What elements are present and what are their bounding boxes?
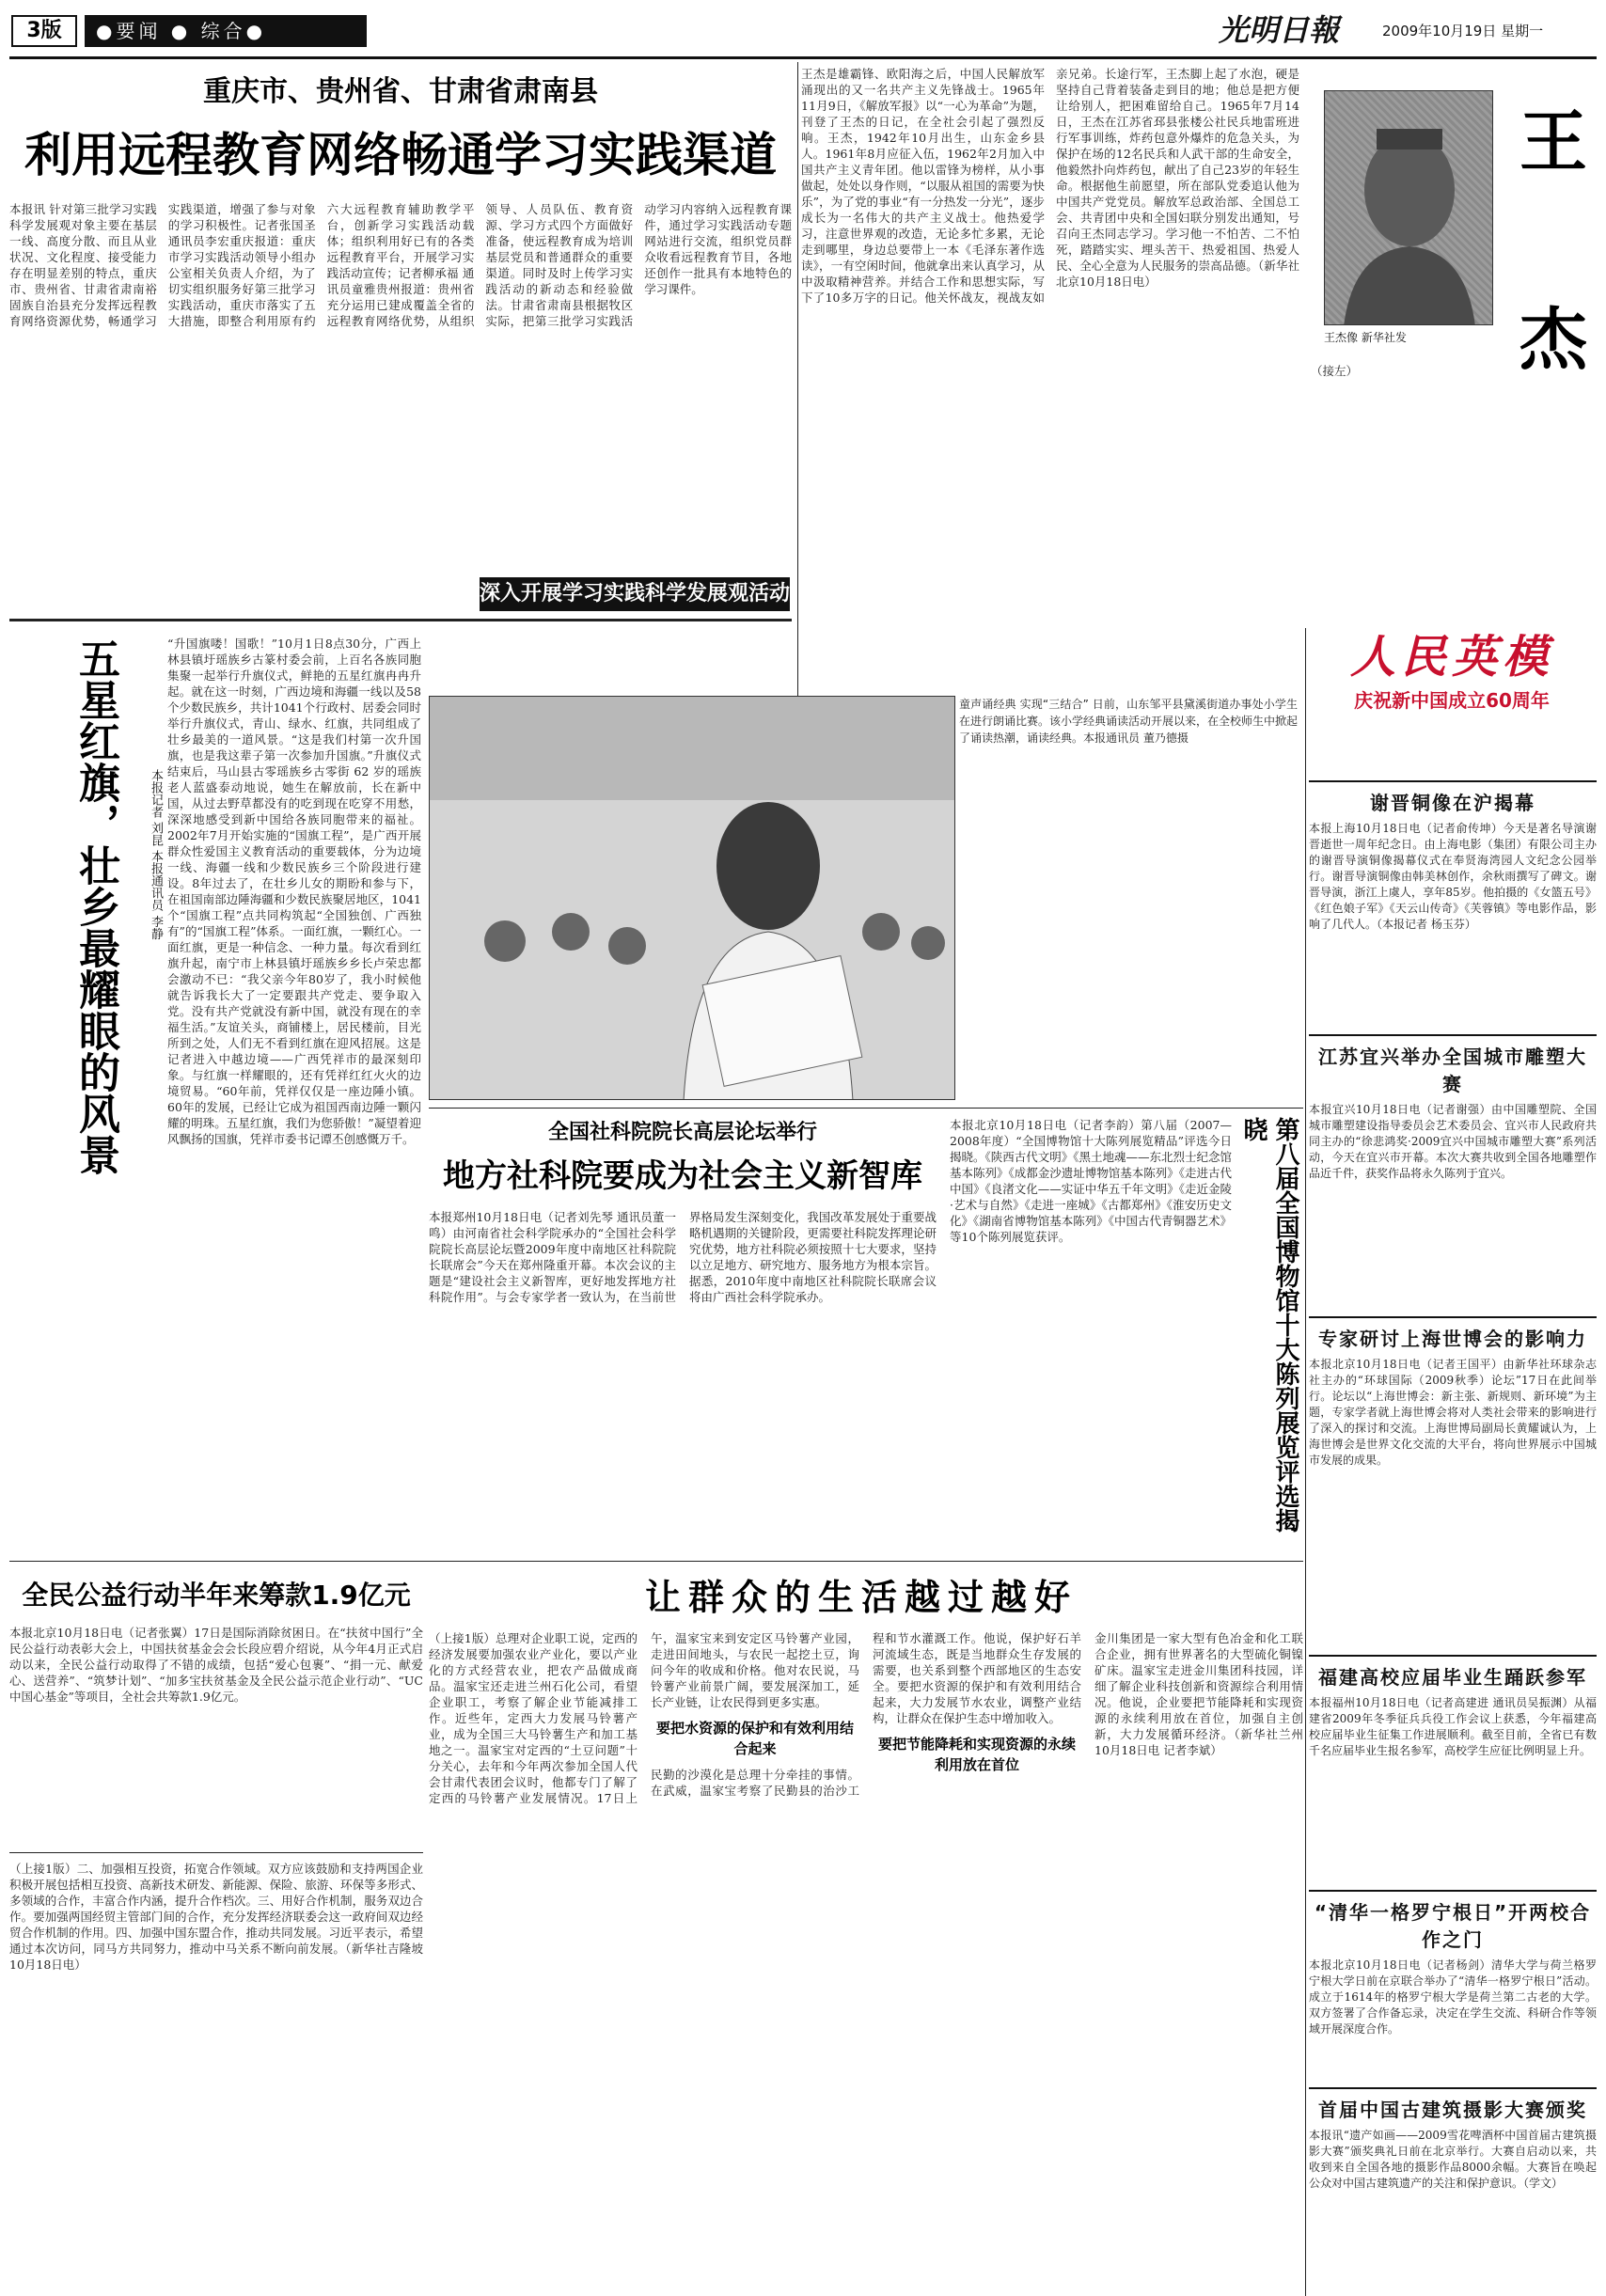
heroes-banner xyxy=(1307,628,1597,718)
photo-caption: 童声诵经典 实现“三结合” 日前，山东邹平县黛溪街道办事处小学生在进行朗诵比赛。该小学经典诵读活动开展以来，在全校师生中掀起了诵读热潮，诵读经典。本报通讯员 董乃德摄 xyxy=(959,698,1298,745)
think-tank-story xyxy=(429,1111,937,1553)
page-header xyxy=(0,0,1606,56)
charity-story xyxy=(9,1565,423,1847)
brief-body: 本报北京10月18日电（记者杨剑）清华大学与荷兰格罗宁根大学日前在京联合举办了“清华一格罗宁根日”活动。成立于1614年的格罗宁根大学是荷兰第二古老的大学。双方签署了合作备忘录，决定在学生交流、科研合作等领域开展深度合作。 xyxy=(1309,1958,1597,2036)
wang-jie-continued: （接左） xyxy=(1311,364,1359,378)
brief-title: 福建高校应届毕业生踊跃参军 xyxy=(1309,1655,1597,1690)
jump-story xyxy=(9,1852,423,2285)
expo-brief xyxy=(1309,1316,1597,1645)
brief-body: 本报福州10月18日电（记者高建进 通讯员吴振渊）从福建省2009年冬季征兵兵役工作会议上获悉，今年福建高校应届毕业生征集工作进展顺利。截至目前，全省已有数千名应届毕业生报名参军，高校学生应征比例明显上升。 xyxy=(1309,1696,1597,1757)
wang-jie-story xyxy=(801,62,1597,636)
livelihood-paragraph: 民勤的沙漠化是总理十分牵挂的事情。在武威，温家宝考察了民勤县的治沙工程和节水灌溉工作。他说，保护好石羊河流域生态，既是当地群众生存发展的需要，也关系到整个西部地区的生态安全。要把水资源的保护和有效利用结合起来，大力发展节水农业，调整产业结构，让群众在保护生态中增加收入。 xyxy=(651,1631,1081,1798)
portrait-silhouette-icon xyxy=(1325,91,1493,325)
hero-name-2: 杰 xyxy=(1519,300,1587,379)
livelihood-story xyxy=(429,1565,1303,2288)
charity-body: 本报北京10月18日电（记者张翼）17日是国际消除贫困日。在“扶贫中国行”全民公益行动表彰大会上，中国扶贫基金会会长段应碧介绍说，从今年4月正式启动以来，全民公益行动取得了不错的成绩，包括“爱心包裹”、“捐一元、献爱心、送营养”、“筑梦计划”、“加多宝扶贫基金及全民公益示范企业行动”、“UC中国心基金”等项目，全社会共筹款1.9亿元。 xyxy=(9,1626,423,1704)
divider xyxy=(9,1561,1303,1562)
brief-title: 谢晋铜像在沪揭幕 xyxy=(1309,780,1597,815)
think-tank-kicker: 全国社科院院长高层论坛举行 xyxy=(547,1121,817,1144)
brief-body: 本报上海10月18日电（记者俞传坤）今天是著名导演谢晋逝世一周年纪念日。由上海电影（集团）有限公司主办的谢晋导演铜像揭幕仪式在奉贤海湾园人文纪念公园举行。谢晋导演铜像由韩美林创作，余秋雨撰写了碑文。谢晋导演，浙江上虞人，享年85岁。他拍摄的《女篮五号》《红色娘子军》《天云山传奇》《芙蓉镇》等电影作品，影响了几代人。（本报记者 杨玉芬） xyxy=(1309,822,1597,931)
recitation-photo xyxy=(429,696,955,1100)
museum-story xyxy=(950,1111,1303,1553)
wang-jie-body: 王杰是雄霸锋、欧阳海之后，中国人民解放军涌现出的又一名共产主义先锋战士。1965年11月9日，《解放军报》以“一心为革命”为题，刊登了王杰的日记，在全社会引起了强烈反响。王杰，1942年10月出生，山东金乡县人。1961年8月应征入伍，1962年2月加入中国共产主义青年团。他以雷锋为榜样，从小事做起，处处以身作则，“以服从祖国的需要为快乐”，为了党的事业“有一分热发一分光”，逐步成长为一名伟大的共产主义战士。他热爱学习，注意世界观的改造，无论多忙多累，无论走到哪里，身边总要带上一本《毛泽东著作选读》，一有空闲时间，他就拿出来认真学习，从中汲取精神营养。并结合工作和思想实际，写下了10多万字的日记。他关怀战友，视战友如亲兄弟。长途行军，王杰脚上起了水泡，硬是坚持自己背着装备走到目的地；他总是把方便让给别人，把困难留给自己。1965年7月14日，王杰在江苏省邳县张楼公社民兵地雷班进行军事训练，炸药包意外爆炸的危急关头，为保护在场的12名民兵和人武干部的生命安全，他毅然扑向炸药包，献出了自己23岁的年轻生命。根据他生前愿望，所在部队党委追认他为中国共产党党员。解放军总政治部、全国总工会、共青团中央和全国妇联分别发出通知，号召向王杰同志学习。学习他一不怕苦、二不怕死，踏踏实实、埋头苦干、热爱祖国、热爱人民、全心全意为人民服务的崇高品德。（新华社北京10月18日电） xyxy=(801,67,1299,305)
masthead-logo: 光明日報 xyxy=(1219,12,1340,48)
photo-contest-brief xyxy=(1309,2087,1597,2290)
livelihood-paragraph: 金川集团是一家大型有色冶金和化工联合企业，拥有世界著名的大型硫化铜镍矿床。温家宝走进金川集团科技园，详细了解企业科技创新和资源综合利用情况。他说，企业要把节能降耗和实现资源的永续利用放在首位，加强自主创新，大力发展循环经济。（新华社兰州10月18日电 记者李斌） xyxy=(1094,1631,1303,1757)
five-star-body-lower xyxy=(9,1175,423,1514)
brief-body: 本报宜兴10月18日电（记者谢强）由中国雕塑院、全国城市雕塑建设指导委员会艺术委员会、宜兴市人民政府共同主办的“徐悲鸿奖·2009宜兴中国城市雕塑大赛”系列活动，今天在宜兴市开幕。本次大赛共收到全国各地雕塑作品近千件，获奖作品将永久陈列于宜兴。 xyxy=(1309,1103,1597,1180)
wang-jie-body-cont xyxy=(1311,363,1593,636)
five-star-headline: 五星红旗，壮乡最耀眼的风景 xyxy=(71,637,119,1175)
heroes-title: 人民英模 xyxy=(1349,631,1553,684)
tsinghua-brief xyxy=(1309,1890,1597,2087)
charity-headline: 全民公益行动半年来筹款1.9亿元 xyxy=(22,1580,411,1611)
brief-body: 本报北京10月18日电（记者王国平）由新华社环球杂志社主办的“环球国际（2009秋季）论坛”17日在此间举行。论坛以“上海世博会：新主张、新规则、新环境”为主题，专家学者就上海世博会将对人类社会带来的影响进行了深入的探讨和交流。上海世博局副局长黄耀诚认为，上海世博会是世界文化交流的大平台，将向世界展示中国城市发展的成果。 xyxy=(1309,1358,1597,1467)
story-headline: 利用远程教育网络畅通学习实践渠道 xyxy=(24,127,777,182)
remote-education-story xyxy=(9,64,792,613)
five-star-byline: 本报记者 刘昆 本报通讯员 李静 xyxy=(149,769,163,940)
five-star-body: “升国旗喽！国歌！”10月1日8点30分，广西上林县镇圩瑶族乡古篆村委会前，上百名各族同胞集聚一起举行升旗仪式，鲜艳的五星红旗冉冉升起。就在这一时刻，广西边境和海疆一线以及58个少数民族乡，共计1041个行政村、居委会同时举行升旗仪式，青山、绿水、红旗，共同组成了壮乡最美的一道风景。“这是我们村第一次升国旗，也是我这辈子第一次参加升国旗。”升旗仪式结束后，马山县古零瑶族乡古零街 62 岁的瑶族老人蓝盛泰动地说，她生在解放前，长在新中国，从过去野草都没有的吃到现在吃穿不用愁，深深地感受到新中国给各族同胞带来的福祉。2002年7月开始实施的“国旗工程”，是广西开展群众性爱国主义教育活动的重要载体，分为边境一线、海疆一线和少数民族乡三个阶段进行建设。8年过去了，在壮乡儿女的期盼和参与下，在祖国南部边陲海疆和少数民族聚居地区，1041个“国旗工程”点共同构筑起“全国独创、广西独有”的“国旗工程”体系。一面红旗，一颗红心。一面红旗，更是一种信念、一种力量。每次看到红旗升起，南宁市上林县镇圩瑶族乡乡长卢荣忠都会激动不已：“我父亲今年80岁了，我小时候他就告诉我长大了一定要跟共产党走、要争取入党。没有共产党就没有新中国，就没有现在的幸福生活。”友谊关头，商铺楼上，居民楼前，目光所到之处，人们无不看到红旗在迎风招展。这是记者进入中越边境——广西凭祥市的最深刻印象。与红旗一样耀眼的，还有凭祥红红火火的边境贸易。“60年前，凭祥仅仅是一座边陲小镇。60年的发展，已经让它成为祖国西南边陲一颗闪耀的明珠。五星红旗，我们为您骄傲！”凝望着迎风飘扬的国旗，凭祥市委书记谭丕创感慨万千。 xyxy=(167,637,421,1146)
campaign-banner: 深入开展学习实践科学发展观活动 xyxy=(480,577,790,611)
divider xyxy=(797,62,798,701)
wang-jie-portrait xyxy=(1324,90,1493,325)
think-tank-headline: 地方社科院要成为社会主义新智库 xyxy=(443,1157,922,1195)
divider xyxy=(1305,628,1306,2296)
story-body: 本报讯 针对第三批学习实践科学发展观对象主要在基层一线、高度分散、而且从业状况、文化程度、接受能力存在明显差别的特点，重庆市、贵州省、甘肃省肃南裕固族自治县充分发挥远程教育网络资源优势，畅通学习实践渠道，增强了参与对象的学习积极性。记者张国圣 通讯员李宏重庆报道：重庆市学习实践活动领导小组办公室相关负责人介绍，为了切实组织服务好第三批学习实践活动，重庆市落实了五大措施，即整合利用原有约六大远程教育辅助教学平台，创新学习实践活动载体；组织利用好已有的各类远程教育平台，开展学习实践活动宣传；记者柳承福 通讯员童雅贵州报道：贵州省充分运用已建成覆盖全省的远程教育网络优势，从组织领导、人员队伍、教育资源、学习方式四个方面做好准备，使远程教育成为培训基层党员和普通群众的重要渠道。同时及时上传学习实践活动的新动态和经验做法。甘肃省肃南县根据牧区实际，把第三批学习实践活动学习内容纳入远程教育课件，通过学习实践活动专题网站进行交流，组织党员群众收看远程教育节目，各地还创作一批具有本地特色的学习课件。 xyxy=(9,202,792,328)
brief-title: 首届中国古建筑摄影大赛颁奖 xyxy=(1309,2087,1597,2122)
divider xyxy=(429,1108,1303,1109)
think-tank-body: 本报郑州10月18日电（记者刘先琴 通讯员董一鸣）由河南省社会科学院承办的“全国社会科学院院长高层论坛暨2009年度中南地区社科院院长联席会”今天在郑州隆重开幕。本次会议的主题是“建设社会主义新智库，更好地发挥地方社科院作用”。与会专家学者一致认为，在当前世界格局发生深刻变化，我国改革发展处于重要战略机遇期的关键阶段，更需要社科院发挥理论研究优势，地方社科院必须按照十七大要求，坚持以立足地方、研究地方、服务地方为根本宗旨。据悉，2010年度中南地区社科院院长联席会议将由广西社会科学院承办。 xyxy=(429,1210,937,1304)
livelihood-body xyxy=(429,1630,1303,2288)
hero-name-1: 王 xyxy=(1519,102,1587,181)
brief-title: 江苏宜兴举办全国城市雕塑大赛 xyxy=(1309,1034,1597,1096)
livelihood-headline: 让群众的生活越过越好 xyxy=(644,1577,1078,1618)
museum-body: 本报北京10月18日电（记者李韵）第八届（2007—2008年度）“全国博物馆十大陈列展览精品”评选今日揭晓。《陕西古代文明》《黑土地魂——东北烈士纪念馆基本陈列》《成都金沙遗址博物馆基本陈列》《走进古代中国》《良渚文化——实证中华五千年文明》《走近金陵·艺术与自然》《走进一座城》《古都郑州》《淮安历史文化》《湖南省博物馆基本陈列》《中国古代青铜器艺术》等10个陈列展览获评。 xyxy=(950,1118,1232,1244)
story-kicker: 重庆市、贵州省、甘肃省肃南县 xyxy=(203,75,598,108)
heroes-subtitle: 庆祝新中国成立60周年 xyxy=(1354,689,1550,712)
divider xyxy=(9,619,792,621)
brief-body: 本报讯“遗产如画——2009雪花啤酒杯中国首届古建筑摄影大赛”颁奖典礼日前在北京举行。大赛自启动以来，共收到来自全国各地的摄影作品8000余幅。大赛旨在唤起公众对中国古建筑遗产的关注和保护意识。（学文） xyxy=(1309,2129,1597,2190)
livelihood-subhead: 要把水资源的保护和有效利用结合起来 xyxy=(655,1720,854,1757)
brief-title: “清华一格罗宁根日”开两校合作之门 xyxy=(1309,1890,1597,1952)
brief-title: 专家研讨上海世博会的影响力 xyxy=(1309,1316,1597,1351)
section-label: ●要闻 ● 综合● xyxy=(85,15,367,47)
museum-headline: 第八届全国博物馆十大陈列展览评选揭晓 xyxy=(1239,1117,1299,1533)
issue-date: 2009年10月19日 星期一 xyxy=(1382,23,1544,39)
recitation-photo-icon xyxy=(430,697,955,1100)
portrait-caption: 王杰像 新华社发 xyxy=(1324,331,1407,344)
fujian-brief xyxy=(1309,1655,1597,1890)
sculpture-brief xyxy=(1309,1034,1597,1316)
jump-body: （上接1版）二、加强相互投资，拓宽合作领域。双方应该鼓励和支持两国企业积极开展包括相互投资、高新技术研发、新能源、保险、旅游、环保等多形式、多领域的合作，丰富合作内涵，提升合作档次。三、用好合作机制，服务双边合作。要加强两国经贸主管部门间的合作，充分发挥经济联委会这一政府间双边经贸合作机制的作用。四、加强中国东盟合作，推动共同发展。习近平表示，希望通过本次访问，同马方共同努力，推动中马关系不断向前发展。（新华社吉隆坡10月18日电） xyxy=(9,1862,423,1972)
livelihood-paragraph: （上接1版）总理对企业职工说，定西的经济发展要加强农业产业化，要以产业化的方式经营农业，把农产品做成商品。温家宝还走进兰州石化公司，看望企业职工，考察了解企业节能减排工作。近些年，定西大力发展马铃薯产业，成为全国三大马铃薯生产和加工基地之一。温家宝对定西的“土豆问题”十分关心，去年和今年两次参加全国人代会甘肃代表团会议时，他都专门了解了定西的马铃薯产业发展情况。17日上午，温家宝来到安定区马铃薯产业园，走进田间地头，与农民一起挖土豆，询问今年的收成和价格。他对农民说，马铃薯产业前景广阔，要发展深加工，延长产业链，让农民得到更多实惠。 xyxy=(429,1631,859,1805)
xie-jin-brief xyxy=(1309,780,1597,1034)
page-number: 3版 xyxy=(11,15,77,47)
livelihood-subhead: 要把节能降耗和实现资源的永续利用放在首位 xyxy=(877,1736,1076,1773)
header-rule xyxy=(9,56,1597,59)
